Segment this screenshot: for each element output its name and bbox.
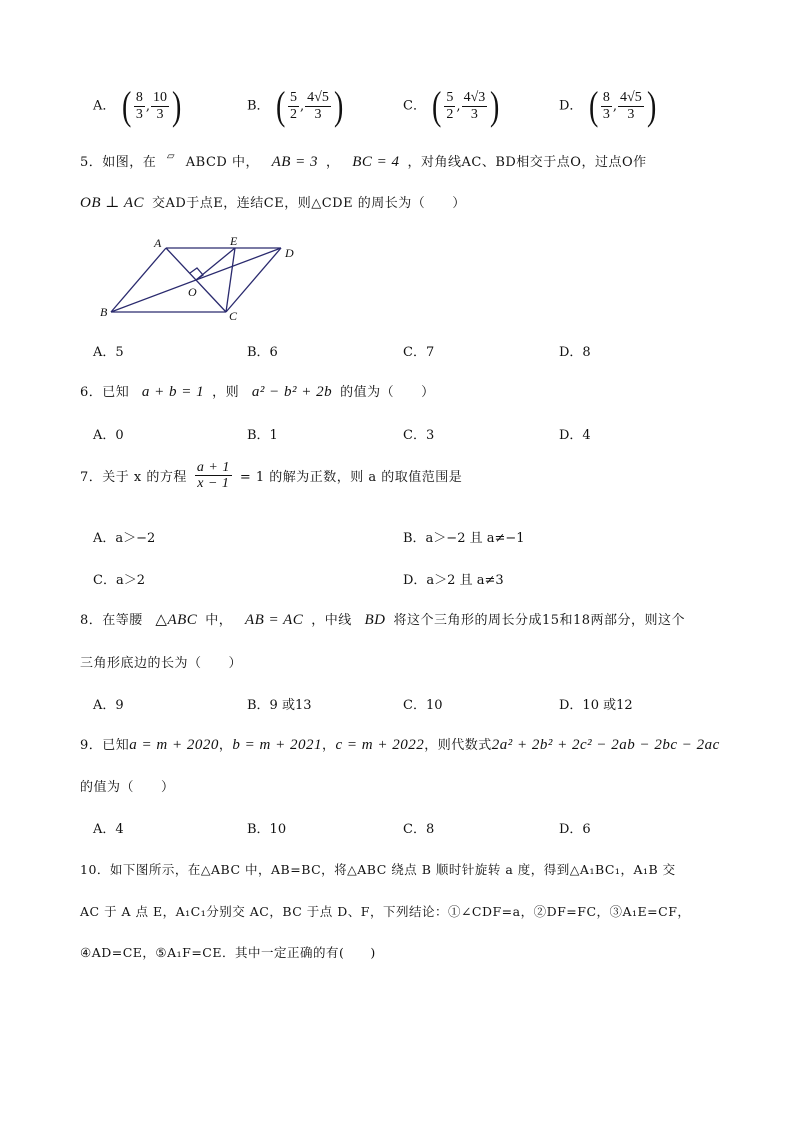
q10-stem-line1: 10．如下图所示，在△ABC 中，AB=BC，将△ABC 绕点 B 顺时针旋转 a 度，得到△A₁BC₁，A₁B 交 xyxy=(80,862,676,877)
label-b: B xyxy=(100,305,108,319)
q6-option-b: B．1 xyxy=(247,428,278,443)
q4-option-d: D． ( $\frac{8}{3}$ , $\frac{4√5}{3}$ ) xyxy=(559,83,657,128)
q8-option-a: A．9 xyxy=(93,698,124,713)
q9-option-d: D．6 xyxy=(559,822,591,837)
q8-stem-line2: 三角形底边的长为（ ） xyxy=(80,656,243,671)
q7-option-d: D．a＞2 且 a≠3 xyxy=(403,573,504,588)
q6-option-c: C．3 xyxy=(403,428,435,443)
q6-option-d: D．4 xyxy=(559,428,591,443)
q9-option-c: C．8 xyxy=(403,822,435,837)
q4-option-b: B． ( $\frac{5}{2}$ , $\frac{4√5}{3}$ ) xyxy=(247,83,344,128)
label-a: A xyxy=(154,236,162,250)
q9-stem-line1: 9．已知a = m + 2020，b = m + 2021，c = m + 2022，则代数式2a² + 2b² + 2c² − 2ab − 2bc − 2ac xyxy=(80,737,720,753)
q8-option-d: D．10 或12 xyxy=(559,698,633,713)
q9-option-b: B．10 xyxy=(247,822,287,837)
q9-option-a: A．4 xyxy=(93,822,124,837)
q9-stem-line2: 的值为（ ） xyxy=(80,780,175,795)
q5-option-b: B．6 xyxy=(247,345,278,360)
q5-stem-line2: OB ⊥ AC 交AD于点E，连结CE，则△CDE 的周长为（ ） xyxy=(80,195,466,211)
q5-option-d: D．8 xyxy=(559,345,591,360)
q7-option-b: B．a＞−2 且 a≠−1 xyxy=(403,531,525,546)
label-d: D xyxy=(285,246,294,260)
q10-stem-line2: AC 于 A 点 E，A₁C₁分别交 AC，BC 于点 D、F，下列结论：①∠CDF=a，②DF=FC，③A₁E=CF， xyxy=(80,904,691,919)
q7-fraction: $\frac{a + 1}{x - 1}$ xyxy=(196,460,230,492)
label-o: O xyxy=(188,285,197,299)
q5-parallelogram-figure xyxy=(96,233,306,325)
q5-option-c: C．7 xyxy=(403,345,435,360)
label-c: C xyxy=(229,309,238,323)
q10-stem-line3: ④AD=CE，⑤A₁F=CE．其中一定正确的有( ) xyxy=(80,945,376,960)
q4-option-a: A． ( $\frac{8}{3}$ , $\frac{10}{3}$ ) xyxy=(93,83,182,128)
q6-stem: 6．已知 a + b = 1 ，则 a² − b² + 2b 的值为（ ） xyxy=(80,384,435,400)
q5-stem-line1: 5．如图，在 ▱ ABCD 中， AB = 3 ， BC = 4 ，对角线AC、BD相交于点O，过点O作 xyxy=(80,151,647,170)
q7-option-a: A．a＞−2 xyxy=(93,531,156,546)
q4-option-c: C． ( $\frac{5}{2}$ , $\frac{4√3}{3}$ ) xyxy=(403,83,500,128)
q5-option-a: A．5 xyxy=(93,345,124,360)
q8-option-c: C．10 xyxy=(403,698,443,713)
q6-option-a: A．0 xyxy=(93,428,124,443)
edge-ba xyxy=(111,248,166,312)
q7-option-c: C．a＞2 xyxy=(93,573,145,588)
parallelogram-icon: ▱ xyxy=(166,151,176,162)
q8-stem-line1: 8．在等腰 △ABC 中， AB = AC ，中线 BD 将这个三角形的周长分成15和18两部分，则这个 xyxy=(80,612,686,628)
label-e: E xyxy=(230,234,238,248)
q7-stem: 7．关于 x 的方程 $\frac{a + 1}{x - 1}$ = 1 的解为正数，则 a 的取值范围是 xyxy=(80,460,463,492)
q8-option-b: B．9 或13 xyxy=(247,698,312,713)
